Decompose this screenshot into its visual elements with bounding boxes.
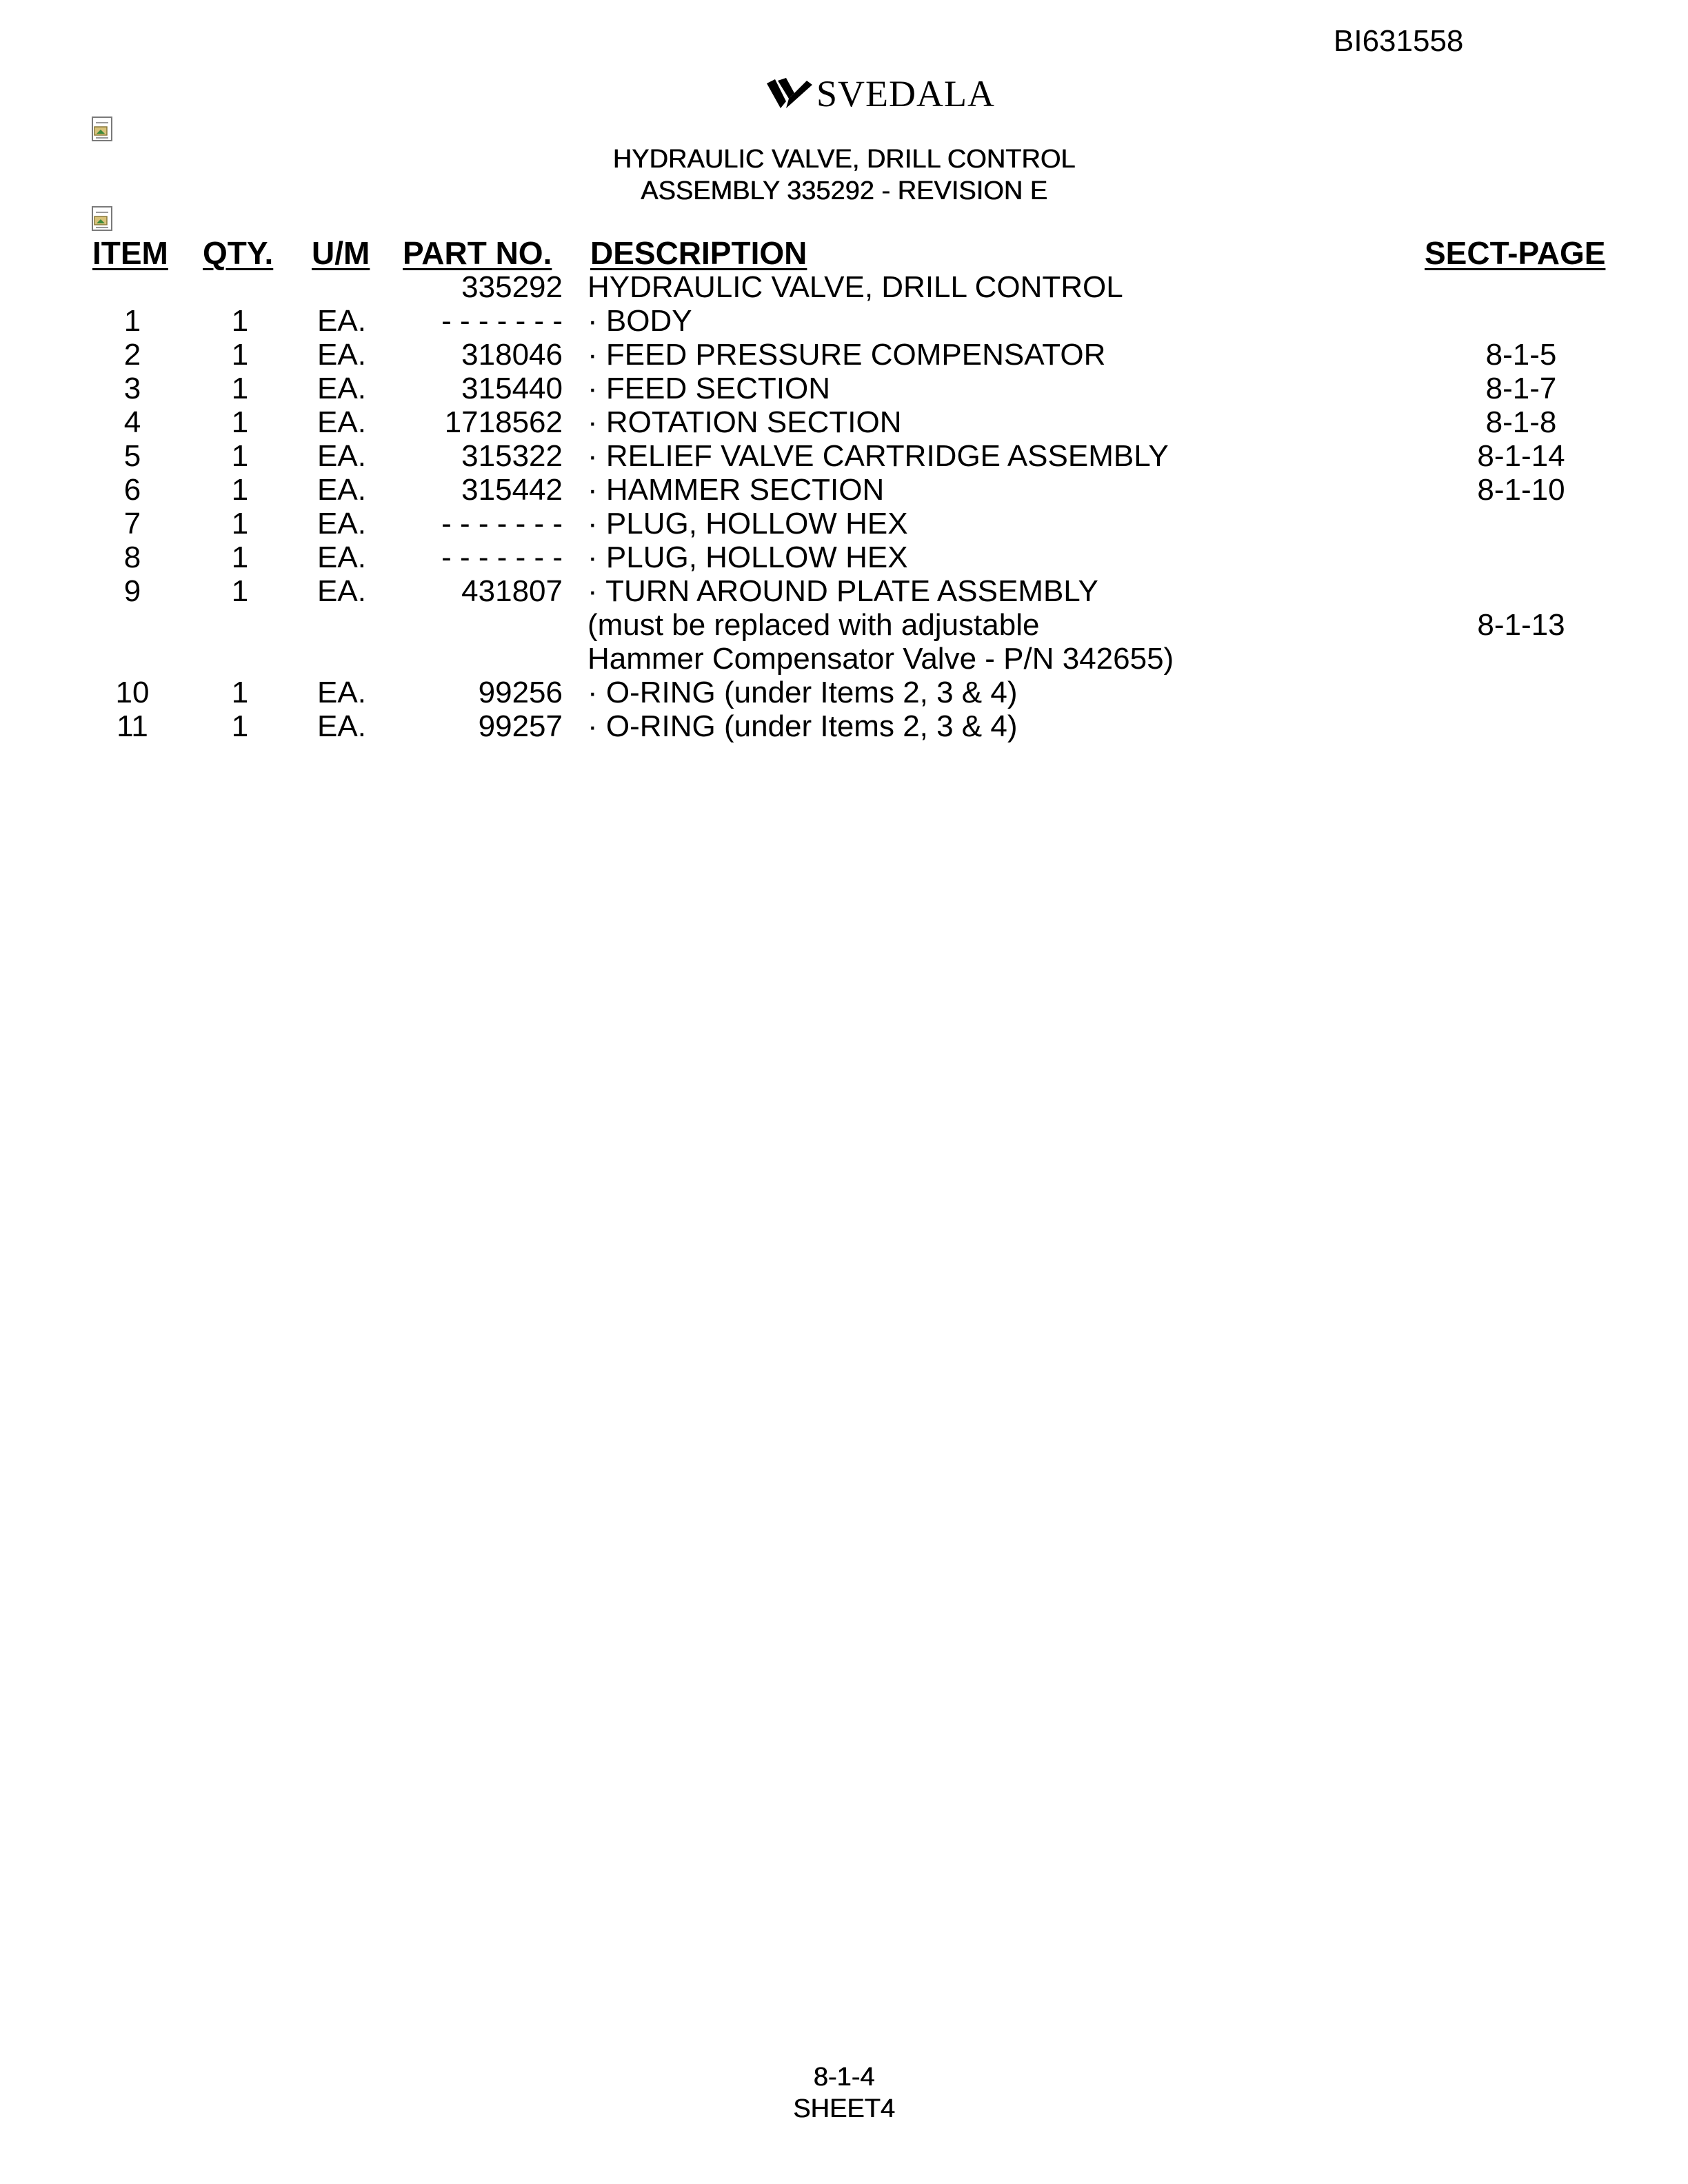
table-row-part-no: 431807 [461, 574, 563, 608]
table-row-um: EA. [317, 540, 366, 574]
table-row-um: EA. [317, 574, 366, 608]
table-row-part-no: - - - - - - - [441, 304, 563, 338]
table-row-part-no: - - - - - - - [441, 507, 563, 540]
logo-wordmark: SVEDALA [816, 73, 995, 114]
table-row-part-no: 99256 [478, 676, 563, 709]
table-row-description: · TURN AROUND PLATE ASSEMBLY [587, 574, 1098, 608]
table-row-um: EA. [317, 439, 366, 473]
table-row-part-no: 315440 [461, 372, 563, 405]
table-row-description: · FEED SECTION [587, 372, 831, 405]
footer-sheet: SHEET4 [793, 2094, 895, 2123]
table-row-item: 4 [123, 405, 141, 439]
column-header-sect-page: SECT-PAGE [1425, 235, 1606, 271]
table-row-sect-page: 8-1-8 [1485, 405, 1557, 439]
table-row-part-no: 1718562 [444, 405, 563, 439]
table-row-description: Hammer Compensator Valve - P/N 342655) [587, 642, 1174, 676]
table-row-description: (must be replaced with adjustable [587, 608, 1040, 642]
table-row-um: EA. [317, 304, 366, 338]
table-row-description: · PLUG, HOLLOW HEX [587, 540, 908, 574]
table-row-part-no: 318046 [461, 338, 563, 372]
table-row-um: EA. [317, 338, 366, 372]
table-row-qty: 1 [231, 304, 249, 338]
table-row-description: · RELIEF VALVE CARTRIDGE ASSEMBLY [587, 439, 1169, 473]
table-row-part-no: 99257 [478, 709, 563, 743]
table-row-qty: 1 [231, 473, 249, 507]
document-icon[interactable] [91, 205, 116, 233]
table-row-sect-page: 8-1-14 [1477, 439, 1565, 473]
table-row-sect-page: 8-1-5 [1485, 338, 1557, 372]
table-row-description: HYDRAULIC VALVE, DRILL CONTROL [587, 270, 1123, 304]
table-row-item: 9 [123, 574, 141, 608]
table-row-description: · O-RING (under Items 2, 3 & 4) [587, 676, 1018, 709]
table-row-description: · ROTATION SECTION [587, 405, 902, 439]
table-row-um: EA. [317, 473, 366, 507]
footer-page-ref: 8-1-4 [813, 2063, 875, 2092]
svedala-logo [765, 72, 995, 116]
table-row-item: 10 [115, 676, 150, 709]
table-row-part-no: - - - - - - - [441, 540, 563, 574]
document-icon[interactable] [91, 116, 116, 143]
table-row-description: · PLUG, HOLLOW HEX [587, 507, 908, 540]
table-row-sect-page: 8-1-10 [1477, 473, 1565, 507]
table-row-qty: 1 [231, 676, 249, 709]
table-row-item: 7 [123, 507, 141, 540]
table-row-part-no: 315442 [461, 473, 563, 507]
table-row-item: 2 [123, 338, 141, 372]
table-row-item: 6 [123, 473, 141, 507]
column-header-item: ITEM [92, 235, 168, 271]
document-id: BI631558 [1334, 24, 1464, 58]
table-row-um: EA. [317, 405, 366, 439]
column-header-um: U/M [312, 235, 370, 271]
table-row-um: EA. [317, 676, 366, 709]
table-row-qty: 1 [231, 574, 249, 608]
table-row-qty: 1 [231, 540, 249, 574]
table-row-qty: 1 [231, 507, 249, 540]
table-row-sect-page: 8-1-7 [1485, 372, 1557, 405]
table-row-qty: 1 [231, 439, 249, 473]
table-row-description: · O-RING (under Items 2, 3 & 4) [587, 709, 1018, 743]
table-row-item: 8 [123, 540, 141, 574]
table-row-item: 5 [123, 439, 141, 473]
table-row-part-no: 315322 [461, 439, 563, 473]
table-row-um: EA. [317, 709, 366, 743]
table-row-description: · BODY [587, 304, 692, 338]
table-row-item: 11 [117, 709, 148, 743]
table-row-qty: 1 [231, 405, 249, 439]
table-row-item: 1 [123, 304, 141, 338]
table-row-qty: 1 [231, 338, 249, 372]
table-row-description: · HAMMER SECTION [587, 473, 885, 507]
column-header-qty: QTY. [203, 235, 274, 271]
table-row-um: EA. [317, 372, 366, 405]
svedala-logo-icon [765, 78, 814, 110]
table-row-item: 3 [123, 372, 141, 405]
table-row-qty: 1 [231, 709, 249, 743]
table-row-um: EA. [317, 507, 366, 540]
table-row-part-no: 335292 [461, 270, 563, 304]
table-row-sect-page: 8-1-13 [1477, 608, 1565, 642]
table-row-description: · FEED PRESSURE COMPENSATOR [587, 338, 1106, 372]
column-header-description: DESCRIPTION [590, 235, 807, 271]
table-row-qty: 1 [231, 372, 249, 405]
document-title-line2: ASSEMBLY 335292 - REVISION E [641, 176, 1047, 205]
document-title-line1: HYDRAULIC VALVE, DRILL CONTROL [612, 145, 1076, 174]
column-header-part-no: PART NO. [403, 235, 552, 271]
